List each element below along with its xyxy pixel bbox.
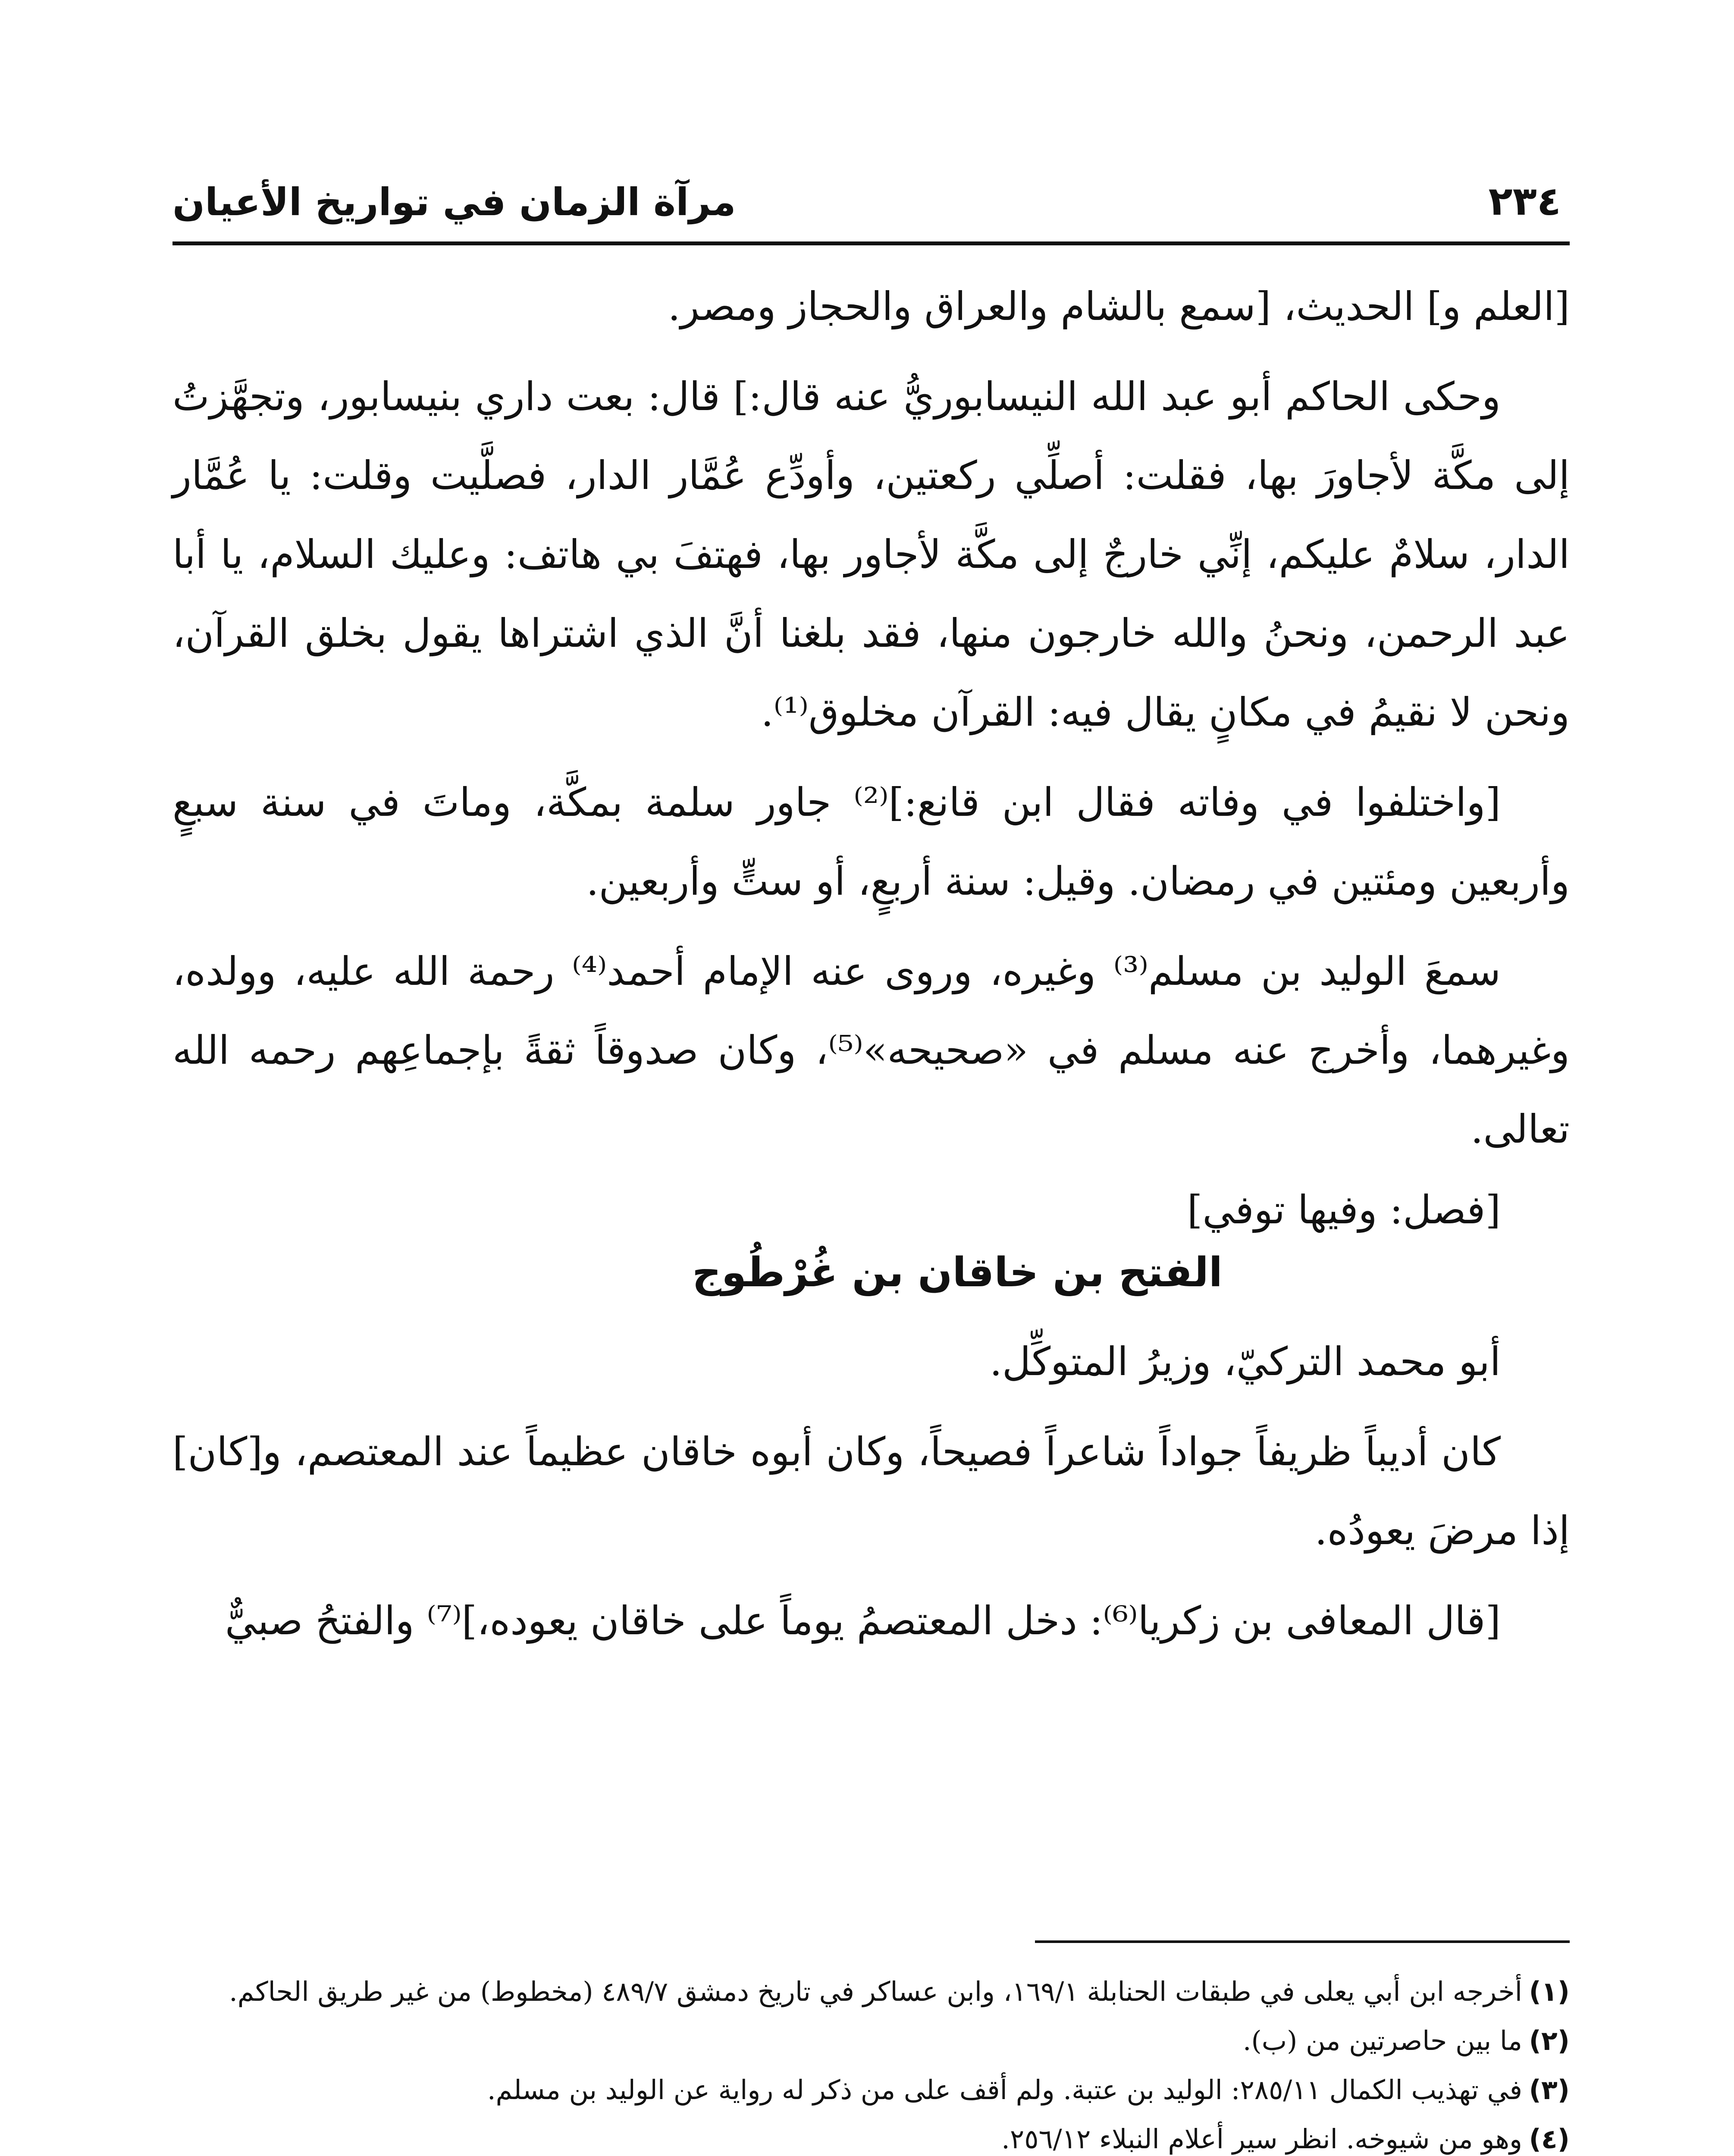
footnote-item — [172, 2018, 1570, 2064]
footnote-number: (٣) — [1529, 2074, 1570, 2106]
paragraph-4: سمعَ الوليد بن مسلم⁽³⁾ وغيره، وروى عنه الإمام أحمد⁽⁴⁾ رحمة الله عليه، وولده، وغيرهما، وأخرج عنه مسلم في «صحيحه»⁽⁵⁾، وكان صدوقاً ثقةً بإجماعِهم رحمه الله تعالى. — [172, 949, 1570, 1152]
running-header — [172, 142, 1570, 245]
paragraph-1: [العلم و] الحديث، [سمع بالشام والعراق والحجاز ومصر. — [668, 284, 1570, 329]
page-number: ٢٣٤ — [1488, 178, 1561, 224]
footnote-item — [172, 2067, 1570, 2113]
footnote-item — [172, 1968, 1570, 2015]
section-label: [فصل: وفيها توفي] — [1187, 1188, 1501, 1233]
footnote-number: (١) — [1529, 1976, 1570, 2007]
footnote-number: (٤) — [1529, 2123, 1570, 2155]
paragraph-7: [قال المعافى بن زكريا⁽⁶⁾: دخل المعتصمُ يوماً على خاقان يعوده،]⁽⁷⁾ والفتحُ صبيٌّ — [225, 1598, 1501, 1644]
paragraph-2: وحكى الحاكم أبو عبد الله النيسابوريُّ عنه قال:] قال: بعت داري بنيسابور، وتجهَّزتُ إلى مكَّة لأجاورَ بها، فقلت: أصلِّي ركعتين، وأودِّع عُمَّار الدار، فصلَّيت وقلت: يا عُمَّار الدار، سلامٌ عليكم، إنِّي خارجٌ إلى مكَّة لأجاور بها، فهتفَ بي هاتف: وعليك السلام، يا أبا عبد الرحمن، ونحنُ والله خارجون منها، فقد بلغنا أنَّ الذي اشتراها يقول بخلق القرآن، ونحن لا نقيمُ في مكانٍ يقال فيه: القرآن مخلوق⁽¹⁾. — [172, 374, 1570, 735]
paragraph-6: كان أديباً ظريفاً جواداً شاعراً فصيحاً، وكان أبوه خاقان عظيماً عند المعتصم، و[كان] إذا مرضَ يعودُه. — [172, 1429, 1570, 1554]
footnotes — [172, 1968, 1570, 2156]
entry-heading: الفتح بن خاقان بن غُرْطُوج — [692, 1249, 1223, 1296]
footnote-divider — [1035, 1940, 1570, 1943]
footnote-text: في تهذيب الكمال ٢٨٥/١١: الوليد بن عتبة. ولم أقف على من ذكر له رواية عن الوليد بن مسلم. — [487, 2074, 1522, 2106]
footnote-item — [172, 2116, 1570, 2156]
paragraph-3: [واختلفوا في وفاته فقال ابن قانع:]⁽²⁾ جاور سلمة بمكَّة، وماتَ في سنة سبعٍ وأربعين ومئتين في رمضان. وقيل: سنة أربعٍ، أو ستٍّ وأربعين. — [172, 780, 1570, 904]
paragraph-5: أبو محمد التركيّ، وزيرُ المتوكِّل. — [989, 1339, 1501, 1385]
book-page — [172, 142, 1570, 2156]
footnote-text: ما بين حاصرتين من (ب). — [1242, 2025, 1522, 2056]
footnote-text: أخرجه ابن أبي يعلى في طبقات الحنابلة ١٦٩/١، وابن عساكر في تاريخ دمشق ٤٨٩/٧ (مخطوط) من غير طريق الحاكم. — [229, 1976, 1522, 2007]
footnote-text: وهو من شيوخه. انظر سير أعلام النبلاء ٢٥٦/١٢. — [1001, 2123, 1522, 2155]
main-text — [172, 267, 1570, 1672]
running-title: مرآة الزمان في تواريخ الأعيان — [172, 180, 736, 224]
footnote-number: (٢) — [1529, 2025, 1570, 2056]
